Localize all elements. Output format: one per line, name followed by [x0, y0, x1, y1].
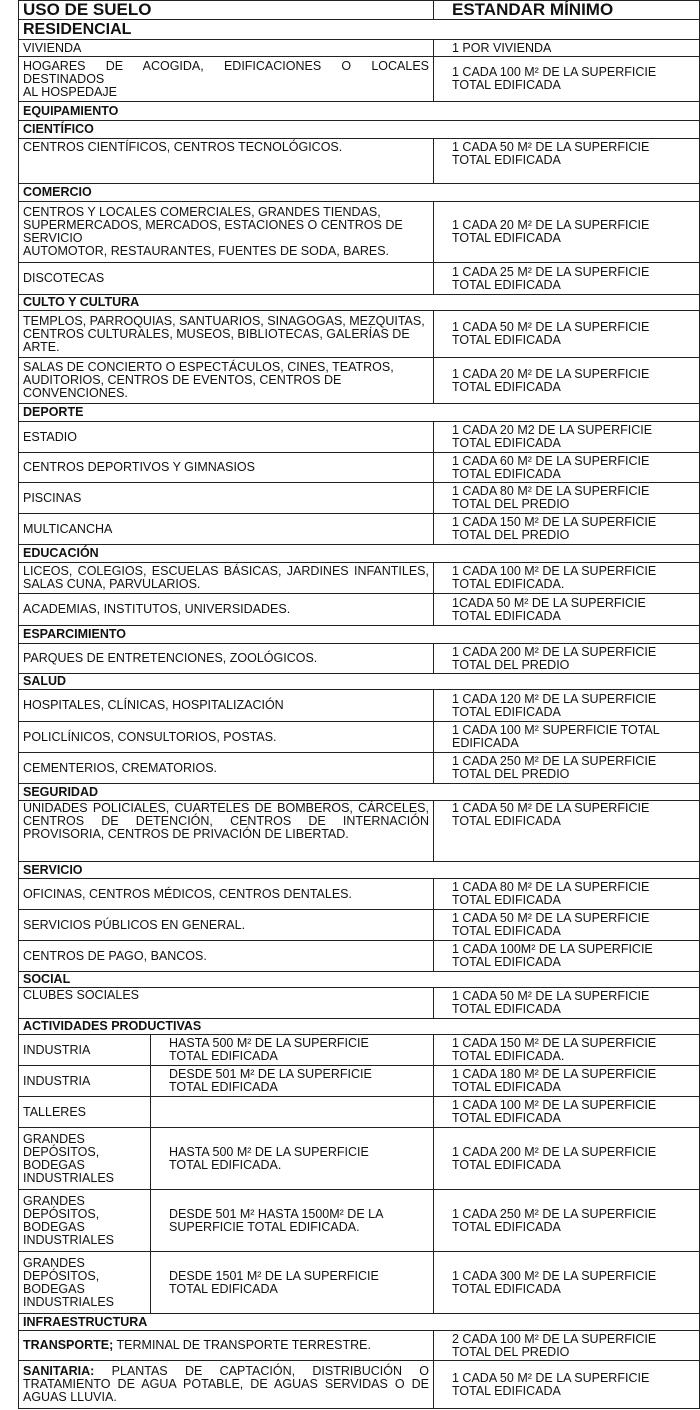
section-label: EQUIPAMIENTO: [23, 103, 119, 118]
uso-cell: CEMENTERIOS, CREMATORIOS.: [23, 760, 218, 775]
table-row-depositos-2: [18, 1189, 700, 1251]
table-row-hospitales: [18, 689, 700, 721]
table-row-parques: [18, 643, 700, 673]
section-label: SEGURIDAD: [23, 784, 99, 799]
standard-cell: 1 CADA 25 M² DE LA SUPERFICIE TOTAL EDIFICADA: [452, 264, 650, 292]
uso-cell: PISCINAS: [23, 490, 82, 505]
condition-cell: DESDE 501 M² HASTA 1500M² DE LA SUPERFICIE TOTAL EDIFICADA.: [169, 1206, 384, 1234]
condition-cell: DESDE 501 M² DE LA SUPERFICIE TOTAL EDIFICADA: [169, 1067, 372, 1094]
table-row-clubes: [18, 987, 700, 1018]
subsection-esparcimiento: [18, 625, 700, 643]
uso-label: SANITARIA:: [23, 1364, 95, 1378]
uso-cell: [23, 1339, 429, 1352]
table-row-centros-pago: [18, 940, 700, 971]
section-label: CULTO Y CULTURA: [23, 295, 140, 309]
standard-cell: 1CADA 50 M² DE LA SUPERFICIE TOTAL EDIFICADA: [452, 595, 646, 623]
standard-cell: 1 CADA 80 M² DE LA SUPERFICIE TOTAL DEL PREDIO: [452, 484, 650, 511]
table-row-hogares: [18, 56, 700, 101]
table-row-transporte: [18, 1330, 700, 1360]
table-row-talleres: [18, 1096, 700, 1127]
table-row-servicios-publicos: [18, 909, 700, 940]
uso-cell: INDUSTRIA: [23, 1073, 91, 1088]
table-row-centros-comerciales: [18, 201, 700, 262]
standard-cell: 1 CADA 20 M2 DE LA SUPERFICIE TOTAL EDIFICADA: [452, 423, 653, 450]
table-row-estadio: [18, 421, 700, 452]
table-row-liceos: [18, 562, 700, 593]
table-row-cementerios: [18, 752, 700, 783]
table-row-industria-1: [18, 1034, 700, 1065]
uso-cell: GRANDES DEPÓSITOS, BODEGAS INDUSTRIALES: [23, 1193, 114, 1247]
section-label: DEPORTE: [23, 405, 84, 419]
subsection-educacion: [18, 544, 700, 562]
uso-cell: ESTADIO: [23, 429, 77, 444]
table-row-industria-2: [18, 1065, 700, 1096]
section-label: EDUCACIÓN: [23, 546, 99, 560]
section-label: SALUD: [23, 674, 67, 688]
uso-cell: HOSPITALES, CLÍNICAS, HOSPITALIZACIÓN: [23, 698, 284, 712]
section-label: SERVICIO: [23, 862, 83, 877]
uso-cell: CENTROS CIENTÍFICOS, CENTROS TECNOLÓGICOS.: [23, 140, 343, 154]
standard-cell: 2 CADA 100 M² DE LA SUPERFICIE TOTAL DEL PREDIO: [452, 1331, 657, 1359]
standard-cell: 1 CADA 100 M² DE LA SUPERFICIE TOTAL EDIFICADA: [452, 1098, 657, 1125]
table-row-multicancha: [18, 513, 700, 544]
standard-cell: 1 CADA 60 M² DE LA SUPERFICIE TOTAL EDIFICADA: [452, 453, 650, 481]
standard-cell: 1 CADA 150 M² DE LA SUPERFICIE TOTAL DEL PREDIO: [452, 515, 657, 542]
section-label: ACTIVIDADES PRODUCTIVAS: [23, 1019, 202, 1033]
uso-cell: MULTICANCHA: [23, 521, 113, 536]
standard-cell: 1 CADA 50 M² DE LA SUPERFICIE TOTAL EDIFICADA: [452, 1370, 650, 1398]
table-row-templos: [18, 310, 700, 357]
table-row-depositos-3: [18, 1251, 700, 1313]
section-label: RESIDENCIAL: [23, 21, 132, 38]
standard-cell: 1 CADA 100 M² SUPERFICIE TOTAL EDIFICADA: [452, 723, 660, 750]
table-row-piscinas: [18, 482, 700, 513]
standard-cell: 1 CADA 150 M² DE LA SUPERFICIE TOTAL EDIFICADA.: [452, 1036, 657, 1063]
uso-cell: TEMPLOS, PARROQUIAS, SANTUARIOS, SINAGOGAS, MEZQUITAS, CENTROS CULTURALES, MUSEOS, BIBLIOTECAS, GALERÍAS DE ARTE.: [23, 313, 425, 354]
condition-cell: HASTA 500 M² DE LA SUPERFICIE TOTAL EDIFICADA.: [169, 1144, 369, 1172]
table-row-academias: [18, 593, 700, 625]
table-row-salas: [18, 357, 700, 403]
section-label: INFRAESTRUCTURA: [23, 1314, 148, 1329]
uso-cell: PARQUES DE ENTRETENCIONES, ZOOLÓGICOS.: [23, 651, 318, 665]
standard-cell: 1 CADA 200 M² DE LA SUPERFICIE TOTAL DEL PREDIO: [452, 644, 657, 672]
table-row-gimnasios: [18, 452, 700, 482]
uso-cell: HOGARES DE ACOGIDA, EDIFICACIONES O LOCALES DESTINADOS AL HOSPEDAJE: [23, 58, 429, 99]
standard-cell: 1 CADA 50 M² DE LA SUPERFICIE TOTAL EDIFICADA: [452, 911, 650, 938]
table-row-depositos-1: [18, 1127, 700, 1189]
uso-cell: LICEOS, COLEGIOS, ESCUELAS BÁSICAS, JARDINES INFANTILES, SALAS CUNA, PARVULARIOS.: [23, 564, 429, 591]
uso-cell: VIVIENDA: [23, 40, 82, 55]
standard-cell: 1 CADA 50 M² DE LA SUPERFICIE TOTAL EDIFICADA: [452, 801, 650, 828]
table-row-oficinas: [18, 878, 700, 909]
standard-cell: 1 CADA 100 M² DE LA SUPERFICIE TOTAL EDIFICADA.: [452, 564, 657, 591]
condition-cell: HASTA 500 M² DE LA SUPERFICIE TOTAL EDIFICADA: [169, 1036, 369, 1063]
uso-cell: TALLERES: [23, 1104, 86, 1119]
section-label: COMERCIO: [23, 185, 92, 199]
uso-cell: SALAS DE CONCIERTO O ESPECTÁCULOS, CINES, TEATROS, AUDITORIOS, CENTROS DE EVENTOS, CENTROS DE CONVENCIONES.: [23, 360, 394, 400]
subsection-servicio: [18, 861, 700, 878]
uso-cell: CENTROS DE PAGO, BANCOS.: [23, 948, 207, 963]
table-row-discotecas: [18, 262, 700, 294]
uso-cell: OFICINAS, CENTROS MÉDICOS, CENTROS DENTALES.: [23, 886, 352, 901]
standard-cell: 1 CADA 50 M² DE LA SUPERFICIE TOTAL EDIFICADA: [452, 140, 650, 167]
subsection-comercio: [18, 183, 700, 201]
table-header: [18, 0, 700, 19]
uso-cell: GRANDES DEPÓSITOS, BODEGAS INDUSTRIALES: [23, 1255, 114, 1309]
subsection-culto-y-cultura: [18, 294, 700, 310]
subsection-infraestructura: [18, 1313, 700, 1330]
uso-text: TERMINAL DE TRANSPORTE TERRESTRE.: [113, 1338, 371, 1352]
section-label: ESPARCIMIENTO: [23, 627, 127, 641]
table-row-policlinicos: [18, 721, 700, 752]
uso-cell: POLICLÍNICOS, CONSULTORIOS, POSTAS.: [23, 729, 277, 744]
condition-cell: DESDE 1501 M² DE LA SUPERFICIE TOTAL EDIFICADA: [169, 1268, 379, 1296]
subsection-salud: [18, 673, 700, 689]
uso-label: TRANSPORTE;: [23, 1338, 114, 1352]
uso-text: PLANTAS DE CAPTACIÓN, DISTRIBUCIÓN O TRATAMIENTO DE AGUA POTABLE, DE AGUAS SERVIDAS O DE AGUAS LLUVIA.: [23, 1364, 429, 1404]
header-uso-de-suelo: USO DE SUELO: [19, 1, 434, 19]
uso-cell: ACADEMIAS, INSTITUTOS, UNIVERSIDADES.: [23, 602, 291, 616]
standard-cell: 1 CADA 180 M² DE LA SUPERFICIE TOTAL EDIFICADA: [452, 1067, 657, 1094]
subsection-social: [18, 971, 700, 987]
table-row-centros-cientificos: [18, 138, 700, 183]
standard-cell: 1 CADA 100 M² DE LA SUPERFICIE TOTAL EDIFICADA: [452, 65, 657, 92]
section-label: SOCIAL: [23, 972, 71, 986]
standard-cell: 1 CADA 80 M² DE LA SUPERFICIE TOTAL EDIFICADA: [452, 880, 650, 907]
subsection-seguridad: [18, 783, 700, 800]
uso-cell: UNIDADES POLICIALES, CUARTELES DE BOMBEROS, CÁRCELES, CENTROS DE DETENCIÓN, CENTROS DE INTERNACIÓN PROVISORIA, CENTROS DE PRIVACIÓN DE LIBERTAD.: [23, 801, 429, 841]
section-label: CIENTÍFICO: [23, 122, 94, 136]
standard-cell: 1 CADA 250 M² DE LA SUPERFICIE TOTAL DEL PREDIO: [452, 754, 657, 781]
standard-cell: 1 POR VIVIENDA: [452, 40, 552, 55]
uso-cell: CLUBES SOCIALES: [23, 988, 140, 1002]
subsection-actividades-productivas: [18, 1018, 700, 1034]
standard-cell: 1 CADA 200 M² DE LA SUPERFICIE TOTAL EDIFICADA: [452, 1144, 657, 1172]
section-equipamiento: [18, 101, 700, 120]
uso-cell: DISCOTECAS: [23, 271, 105, 285]
standard-cell: 1 CADA 300 M² DE LA SUPERFICIE TOTAL EDIFICADA: [452, 1268, 657, 1296]
uso-cell: [23, 1365, 429, 1404]
standard-cell: 1 CADA 250 M² DE LA SUPERFICIE TOTAL EDIFICADA: [452, 1206, 657, 1234]
standard-cell: 1 CADA 50 M² DE LA SUPERFICIE TOTAL EDIFICADA: [452, 320, 650, 347]
standard-cell: 1 CADA 20 M² DE LA SUPERFICIE TOTAL EDIFICADA: [452, 218, 650, 245]
table-row-unidades-policiales: [18, 800, 700, 861]
subsection-cientifico: [18, 120, 700, 138]
uso-cell: INDUSTRIA: [23, 1042, 91, 1057]
header-estandar-minimo: ESTANDAR MÍNIMO: [452, 1, 614, 19]
section-residencial: [18, 19, 700, 39]
uso-cell: GRANDES DEPÓSITOS, BODEGAS INDUSTRIALES: [23, 1131, 114, 1185]
uso-cell: CENTROS DEPORTIVOS Y GIMNASIOS: [23, 460, 255, 474]
standard-cell: 1 CADA 50 M² DE LA SUPERFICIE TOTAL EDIFICADA: [452, 989, 650, 1016]
standard-cell: 1 CADA 20 M² DE LA SUPERFICIE TOTAL EDIFICADA: [452, 366, 650, 394]
uso-cell: CENTROS Y LOCALES COMERCIALES, GRANDES TIENDAS, SUPERMERCADOS, MERCADOS, ESTACIONES O CENTROS DE SERVICIO AUTOMOTOR, RESTAURANTES, FUENTES DE SODA, BARES.: [23, 205, 403, 258]
subsection-deporte: [18, 403, 700, 421]
uso-cell: SERVICIOS PÚBLICOS EN GENERAL.: [23, 917, 246, 932]
standard-cell: 1 CADA 100M² DE LA SUPERFICIE TOTAL EDIFICADA: [452, 942, 653, 969]
table-row-vivienda: [18, 39, 700, 56]
standard-cell: 1 CADA 120 M² DE LA SUPERFICIE TOTAL EDIFICADA: [452, 691, 657, 719]
table-row-sanitaria: [18, 1360, 700, 1409]
